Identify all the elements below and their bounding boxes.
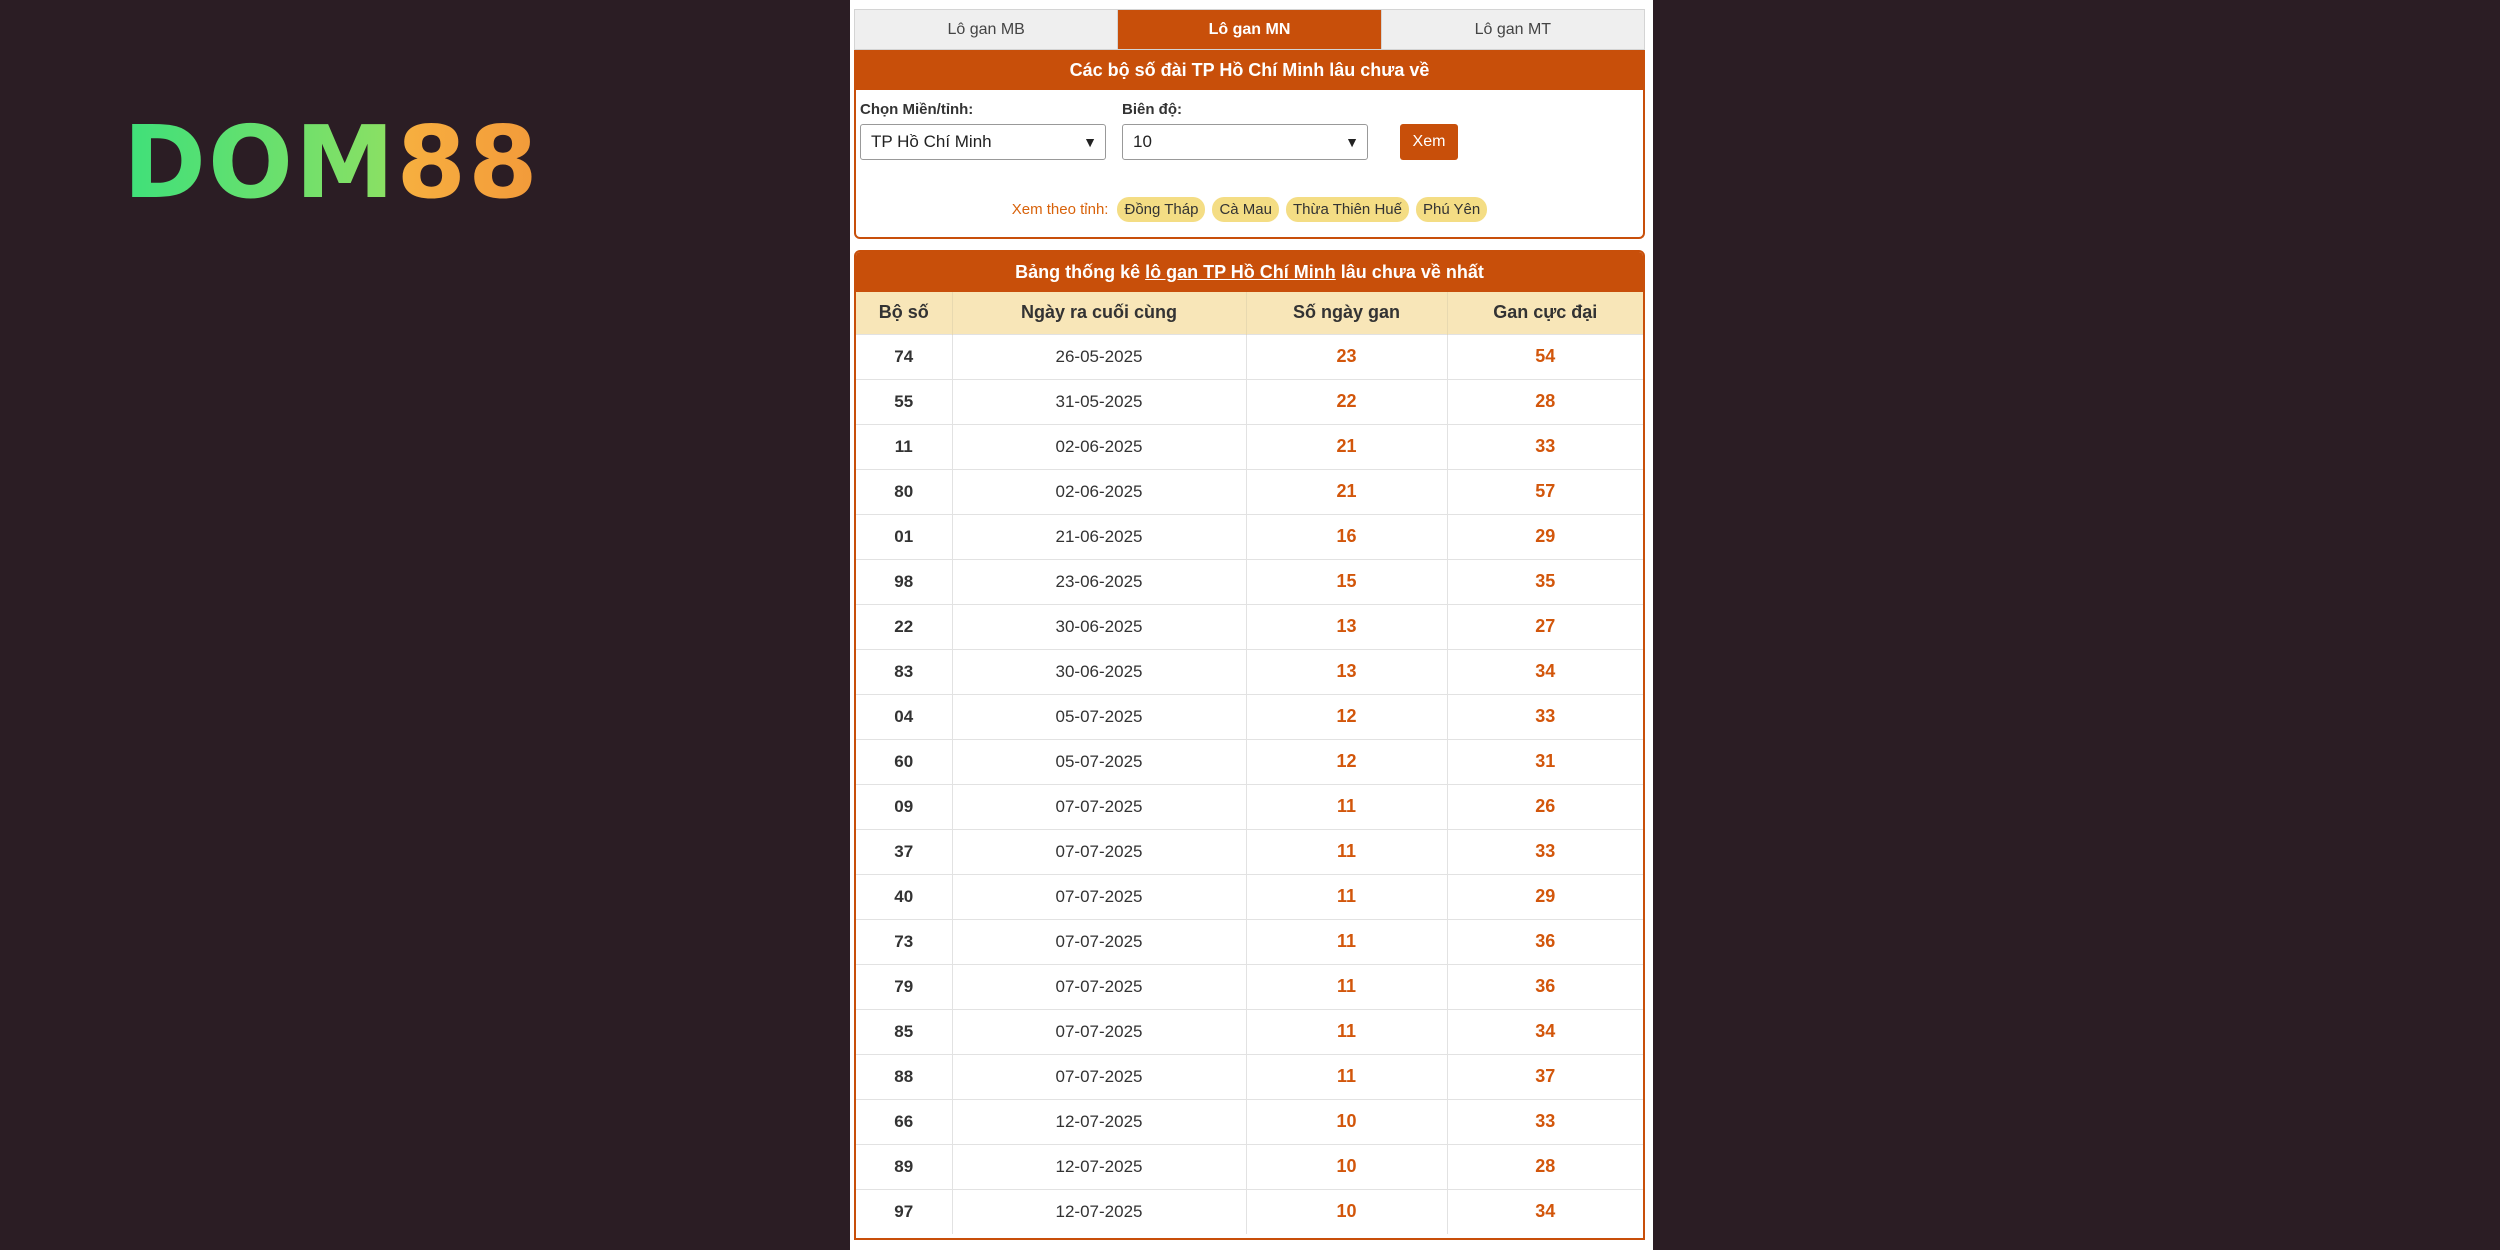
table-row [856,874,1643,919]
cell-so-ngay-gan: 11 [1246,964,1447,1009]
cell-so-ngay-gan: 10 [1246,1099,1447,1144]
cell-ngay-ra: 26-05-2025 [952,334,1246,379]
cell-gan-cuc-dai: 36 [1447,964,1643,1009]
stats-title [856,252,1643,292]
cell-gan-cuc-dai: 35 [1447,559,1643,604]
cell-ngay-ra: 12-07-2025 [952,1099,1246,1144]
cell-gan-cuc-dai: 27 [1447,604,1643,649]
cell-bo-so: 40 [856,874,952,919]
cell-gan-cuc-dai: 34 [1447,1009,1643,1054]
col-header-bo-so: Bộ số [856,292,952,334]
cell-bo-so: 74 [856,334,952,379]
table-row [856,1009,1643,1054]
tab-lo-gan-mn[interactable]: Lô gan MN [1118,10,1381,49]
cell-gan-cuc-dai: 33 [1447,829,1643,874]
filter-chip-phu-yen[interactable]: Phú Yên [1416,197,1487,222]
cell-so-ngay-gan: 11 [1246,784,1447,829]
cell-bo-so: 83 [856,649,952,694]
logo-text-88: 88 [396,104,540,221]
col-header-so-ngay-gan: Số ngày gan [1246,292,1447,334]
cell-so-ngay-gan: 10 [1246,1144,1447,1189]
cell-bo-so: 11 [856,424,952,469]
range-field [1122,100,1368,160]
cell-so-ngay-gan: 12 [1246,694,1447,739]
table-row [856,739,1643,784]
cell-so-ngay-gan: 11 [1246,829,1447,874]
cell-bo-so: 22 [856,604,952,649]
cell-gan-cuc-dai: 26 [1447,784,1643,829]
cell-bo-so: 97 [856,1189,952,1234]
cell-bo-so: 37 [856,829,952,874]
cell-bo-so: 89 [856,1144,952,1189]
cell-gan-cuc-dai: 54 [1447,334,1643,379]
cell-ngay-ra: 07-07-2025 [952,1009,1246,1054]
cell-so-ngay-gan: 22 [1246,379,1447,424]
cell-gan-cuc-dai: 33 [1447,1099,1643,1144]
col-header-gan-cuc-dai: Gan cực đại [1447,292,1643,334]
brand-logo [123,104,540,221]
table-row [856,694,1643,739]
cell-ngay-ra: 07-07-2025 [952,1054,1246,1099]
cell-ngay-ra: 30-06-2025 [952,649,1246,694]
cell-ngay-ra: 12-07-2025 [952,1144,1246,1189]
filter-chip-ca-mau[interactable]: Cà Mau [1212,197,1279,222]
cell-gan-cuc-dai: 31 [1447,739,1643,784]
view-button[interactable]: Xem [1400,124,1458,160]
logo-text-dom: DOM [123,104,397,221]
cell-ngay-ra: 05-07-2025 [952,739,1246,784]
cell-ngay-ra: 21-06-2025 [952,514,1246,559]
cell-gan-cuc-dai: 29 [1447,514,1643,559]
cell-bo-so: 88 [856,1054,952,1099]
table-row [856,1054,1643,1099]
table-row [856,1189,1643,1234]
cell-so-ngay-gan: 13 [1246,649,1447,694]
table-row [856,1144,1643,1189]
cell-ngay-ra: 07-07-2025 [952,874,1246,919]
cell-ngay-ra: 05-07-2025 [952,694,1246,739]
cell-so-ngay-gan: 11 [1246,874,1447,919]
cell-bo-so: 60 [856,739,952,784]
cell-gan-cuc-dai: 28 [1447,1144,1643,1189]
cell-ngay-ra: 02-06-2025 [952,424,1246,469]
table-row [856,649,1643,694]
filter-chip-dong-thap[interactable]: Đồng Tháp [1117,197,1205,222]
lo-gan-table [856,292,1643,1234]
table-row [856,514,1643,559]
search-box-title: Các bộ số đài TP Hồ Chí Minh lâu chưa về [856,50,1643,90]
table-row [856,334,1643,379]
cell-so-ngay-gan: 16 [1246,514,1447,559]
cell-so-ngay-gan: 12 [1246,739,1447,784]
cell-bo-so: 79 [856,964,952,1009]
table-row [856,919,1643,964]
table-body [856,334,1643,1234]
table-row [856,964,1643,1009]
table-row [856,604,1643,649]
cell-so-ngay-gan: 11 [1246,1054,1447,1099]
tab-bar [854,9,1645,50]
col-header-ngay-ra: Ngày ra cuối cùng [952,292,1246,334]
cell-ngay-ra: 31-05-2025 [952,379,1246,424]
cell-so-ngay-gan: 23 [1246,334,1447,379]
cell-gan-cuc-dai: 34 [1447,1189,1643,1234]
cell-so-ngay-gan: 11 [1246,919,1447,964]
table-row [856,559,1643,604]
cell-bo-so: 01 [856,514,952,559]
cell-so-ngay-gan: 10 [1246,1189,1447,1234]
cell-ngay-ra: 07-07-2025 [952,829,1246,874]
table-row [856,424,1643,469]
cell-so-ngay-gan: 13 [1246,604,1447,649]
cell-ngay-ra: 12-07-2025 [952,1189,1246,1234]
tab-lo-gan-mb[interactable]: Lô gan MB [855,10,1118,49]
table-row [856,469,1643,514]
search-box [854,50,1645,239]
province-filter-row [856,197,1643,222]
cell-ngay-ra: 07-07-2025 [952,784,1246,829]
range-label: Biên độ: [1122,101,1182,118]
cell-bo-so: 80 [856,469,952,514]
filter-label: Xem theo tỉnh: [1011,201,1109,218]
cell-so-ngay-gan: 21 [1246,424,1447,469]
stats-title-link[interactable]: lô gan TP Hồ Chí Minh [1145,261,1336,282]
table-row [856,1099,1643,1144]
cell-so-ngay-gan: 15 [1246,559,1447,604]
cell-bo-so: 55 [856,379,952,424]
range-select[interactable] [1122,124,1368,160]
cell-bo-so: 73 [856,919,952,964]
cell-ngay-ra: 30-06-2025 [952,604,1246,649]
table-row [856,829,1643,874]
cell-ngay-ra: 23-06-2025 [952,559,1246,604]
cell-so-ngay-gan: 11 [1246,1009,1447,1054]
cell-gan-cuc-dai: 34 [1447,649,1643,694]
province-field [860,100,1106,160]
cell-bo-so: 98 [856,559,952,604]
cell-gan-cuc-dai: 33 [1447,424,1643,469]
province-label: Chọn Miền/tỉnh: [860,101,974,118]
cell-gan-cuc-dai: 28 [1447,379,1643,424]
chevron-down-icon: ▼ [1345,134,1359,150]
tab-lo-gan-mt[interactable]: Lô gan MT [1474,20,1552,38]
cell-gan-cuc-dai: 36 [1447,919,1643,964]
province-select[interactable] [860,124,1106,160]
stats-title-prefix: Bảng thống kê [1015,261,1141,282]
range-value: 10 [1133,132,1152,151]
cell-bo-so: 09 [856,784,952,829]
table-row [856,379,1643,424]
cell-gan-cuc-dai: 33 [1447,694,1643,739]
cell-ngay-ra: 07-07-2025 [952,964,1246,1009]
lottery-panel [850,0,1653,1250]
table-row [856,784,1643,829]
cell-bo-so: 04 [856,694,952,739]
stats-title-suffix: lâu chưa về nhất [1340,261,1484,282]
cell-gan-cuc-dai: 29 [1447,874,1643,919]
stats-box [854,250,1645,1240]
cell-bo-so: 66 [856,1099,952,1144]
filter-chip-thua-thien-hue[interactable]: Thừa Thiên Huế [1286,197,1409,222]
cell-ngay-ra: 02-06-2025 [952,469,1246,514]
cell-bo-so: 85 [856,1009,952,1054]
search-form [856,100,1643,160]
province-value: TP Hồ Chí Minh [871,132,992,151]
cell-ngay-ra: 07-07-2025 [952,919,1246,964]
table-header-row [856,292,1643,334]
cell-so-ngay-gan: 21 [1246,469,1447,514]
chevron-down-icon: ▼ [1083,134,1097,150]
cell-gan-cuc-dai: 57 [1447,469,1643,514]
cell-gan-cuc-dai: 37 [1447,1054,1643,1099]
